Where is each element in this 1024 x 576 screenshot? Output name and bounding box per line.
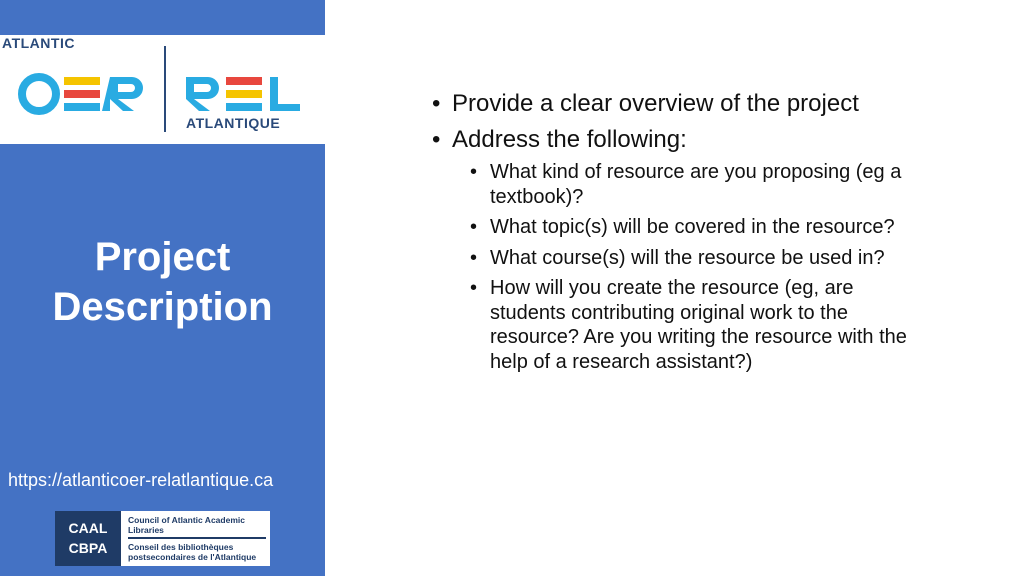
logo-divider (164, 46, 166, 132)
caal-abbrev-fr: CBPA (68, 540, 108, 556)
logo-band (0, 35, 325, 144)
sub-bullet-courses: • What course(s) will the resource be used in? (470, 246, 920, 271)
oer-logo-icon (18, 73, 153, 115)
title-line-2: Description (52, 285, 273, 329)
sub-bullet-creation: • How will you create the resource (eg, are students contributing original work to the resource? Are you writing the resource with the help of a research assistant?) (470, 276, 920, 374)
content-area (432, 88, 952, 380)
caal-names (128, 515, 268, 562)
caal-logo (55, 511, 270, 566)
caal-name-en: Council of Atlantic Academic Libraries (128, 515, 245, 535)
website-link[interactable]: https://atlanticoer-relatlantique.ca (8, 470, 274, 490)
rel-logo-icon (186, 73, 301, 115)
page-title (0, 232, 325, 332)
bullet-address: • Address the following: (432, 124, 952, 156)
caal-abbrev-en: CAAL (68, 520, 108, 536)
title-line-1: Project (94, 235, 231, 279)
caal-name-fr: Conseil des bibliothèques postsecondaires de l'Atlantique (128, 542, 257, 562)
sub-bullet-topics: • What topic(s) will be covered in the resource? (470, 215, 920, 240)
caal-badge (55, 511, 121, 566)
logo-atlantic-text: ATLANTIC (2, 35, 75, 51)
caal-rule (128, 537, 266, 539)
sub-bullet-list (470, 160, 952, 374)
sub-bullet-resource-kind: • What kind of resource are you proposing (eg a textbook)? (470, 160, 920, 209)
logo-atlantique-text: ATLANTIQUE (186, 115, 281, 131)
sidebar (0, 0, 325, 576)
bullet-overview: • Provide a clear overview of the project (432, 88, 952, 120)
